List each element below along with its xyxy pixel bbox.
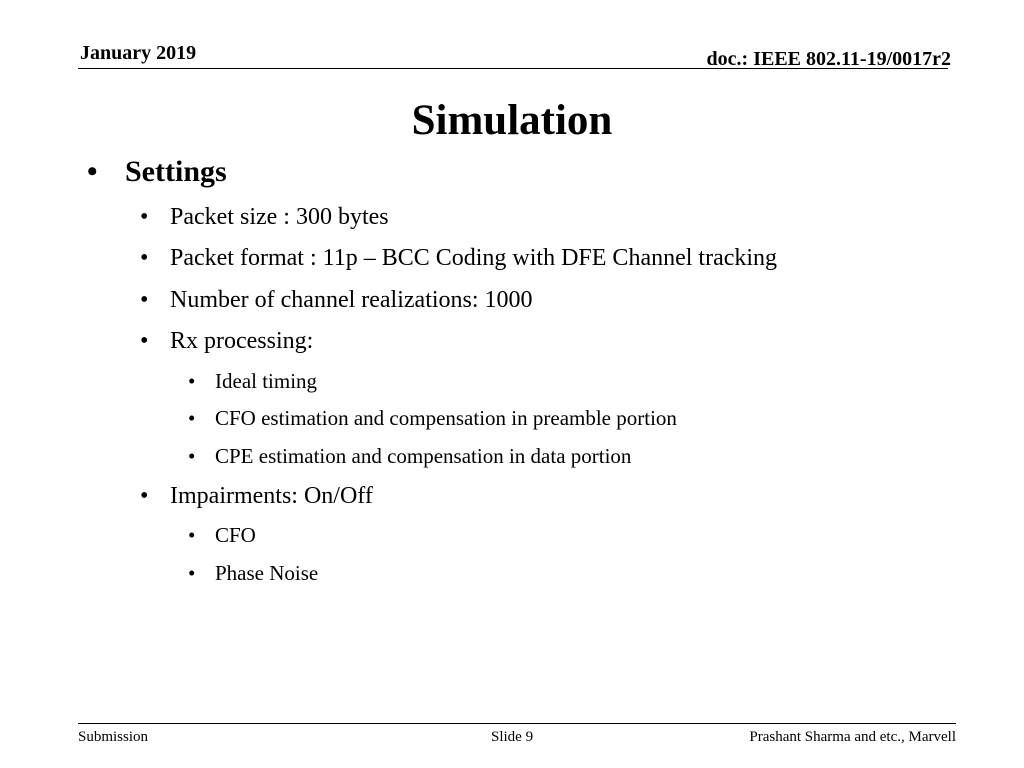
footer-divider bbox=[78, 723, 956, 724]
bullet-text: Packet format : 11p – BCC Coding with DFE Channel tracking bbox=[170, 245, 778, 271]
bullet-icon: • bbox=[87, 155, 98, 188]
bullet-channel-realizations bbox=[140, 285, 533, 315]
bullet-cfo-estimation bbox=[188, 405, 677, 431]
bullet-icon: • bbox=[188, 444, 196, 468]
bullet-packet-format bbox=[140, 243, 777, 273]
bullet-icon: • bbox=[140, 483, 149, 509]
bullet-text: CFO bbox=[215, 523, 256, 547]
bullet-cfo bbox=[188, 522, 256, 548]
header-date: January 2019 bbox=[80, 42, 197, 64]
bullet-rx-processing bbox=[140, 326, 313, 356]
bullet-text: Rx processing: bbox=[170, 328, 314, 354]
bullet-icon: • bbox=[140, 204, 149, 230]
footer-author: Prashant Sharma and etc., Marvell bbox=[749, 729, 956, 745]
bullet-text: Settings bbox=[125, 155, 227, 188]
bullet-text: Impairments: On/Off bbox=[170, 483, 373, 509]
bullet-text: Packet size : 300 bytes bbox=[170, 204, 389, 230]
bullet-icon: • bbox=[188, 561, 196, 585]
bullet-phase-noise bbox=[188, 560, 318, 586]
bullet-settings bbox=[87, 154, 227, 190]
header-doc-id: doc.: IEEE 802.11-19/0017r2 bbox=[706, 48, 951, 70]
footer-slide-number: Slide 9 bbox=[491, 729, 534, 745]
bullet-icon: • bbox=[140, 245, 149, 271]
footer-submission: Submission bbox=[78, 729, 149, 745]
header-divider bbox=[78, 68, 948, 69]
slide-title: Simulation bbox=[411, 97, 613, 144]
bullet-text: Number of channel realizations: 1000 bbox=[170, 287, 533, 313]
bullet-icon: • bbox=[188, 406, 196, 430]
bullet-ideal-timing bbox=[188, 368, 317, 394]
bullet-cpe-estimation bbox=[188, 443, 631, 469]
bullet-text: Ideal timing bbox=[215, 369, 318, 393]
bullet-text: CFO estimation and compensation in preamble portion bbox=[215, 406, 677, 430]
bullet-packet-size bbox=[140, 202, 389, 232]
bullet-icon: • bbox=[188, 523, 196, 547]
bullet-text: Phase Noise bbox=[215, 561, 319, 585]
bullet-icon: • bbox=[140, 287, 149, 313]
bullet-icon: • bbox=[140, 328, 149, 354]
bullet-icon: • bbox=[188, 369, 196, 393]
bullet-impairments bbox=[140, 481, 373, 511]
bullet-text: CPE estimation and compensation in data portion bbox=[215, 444, 632, 468]
